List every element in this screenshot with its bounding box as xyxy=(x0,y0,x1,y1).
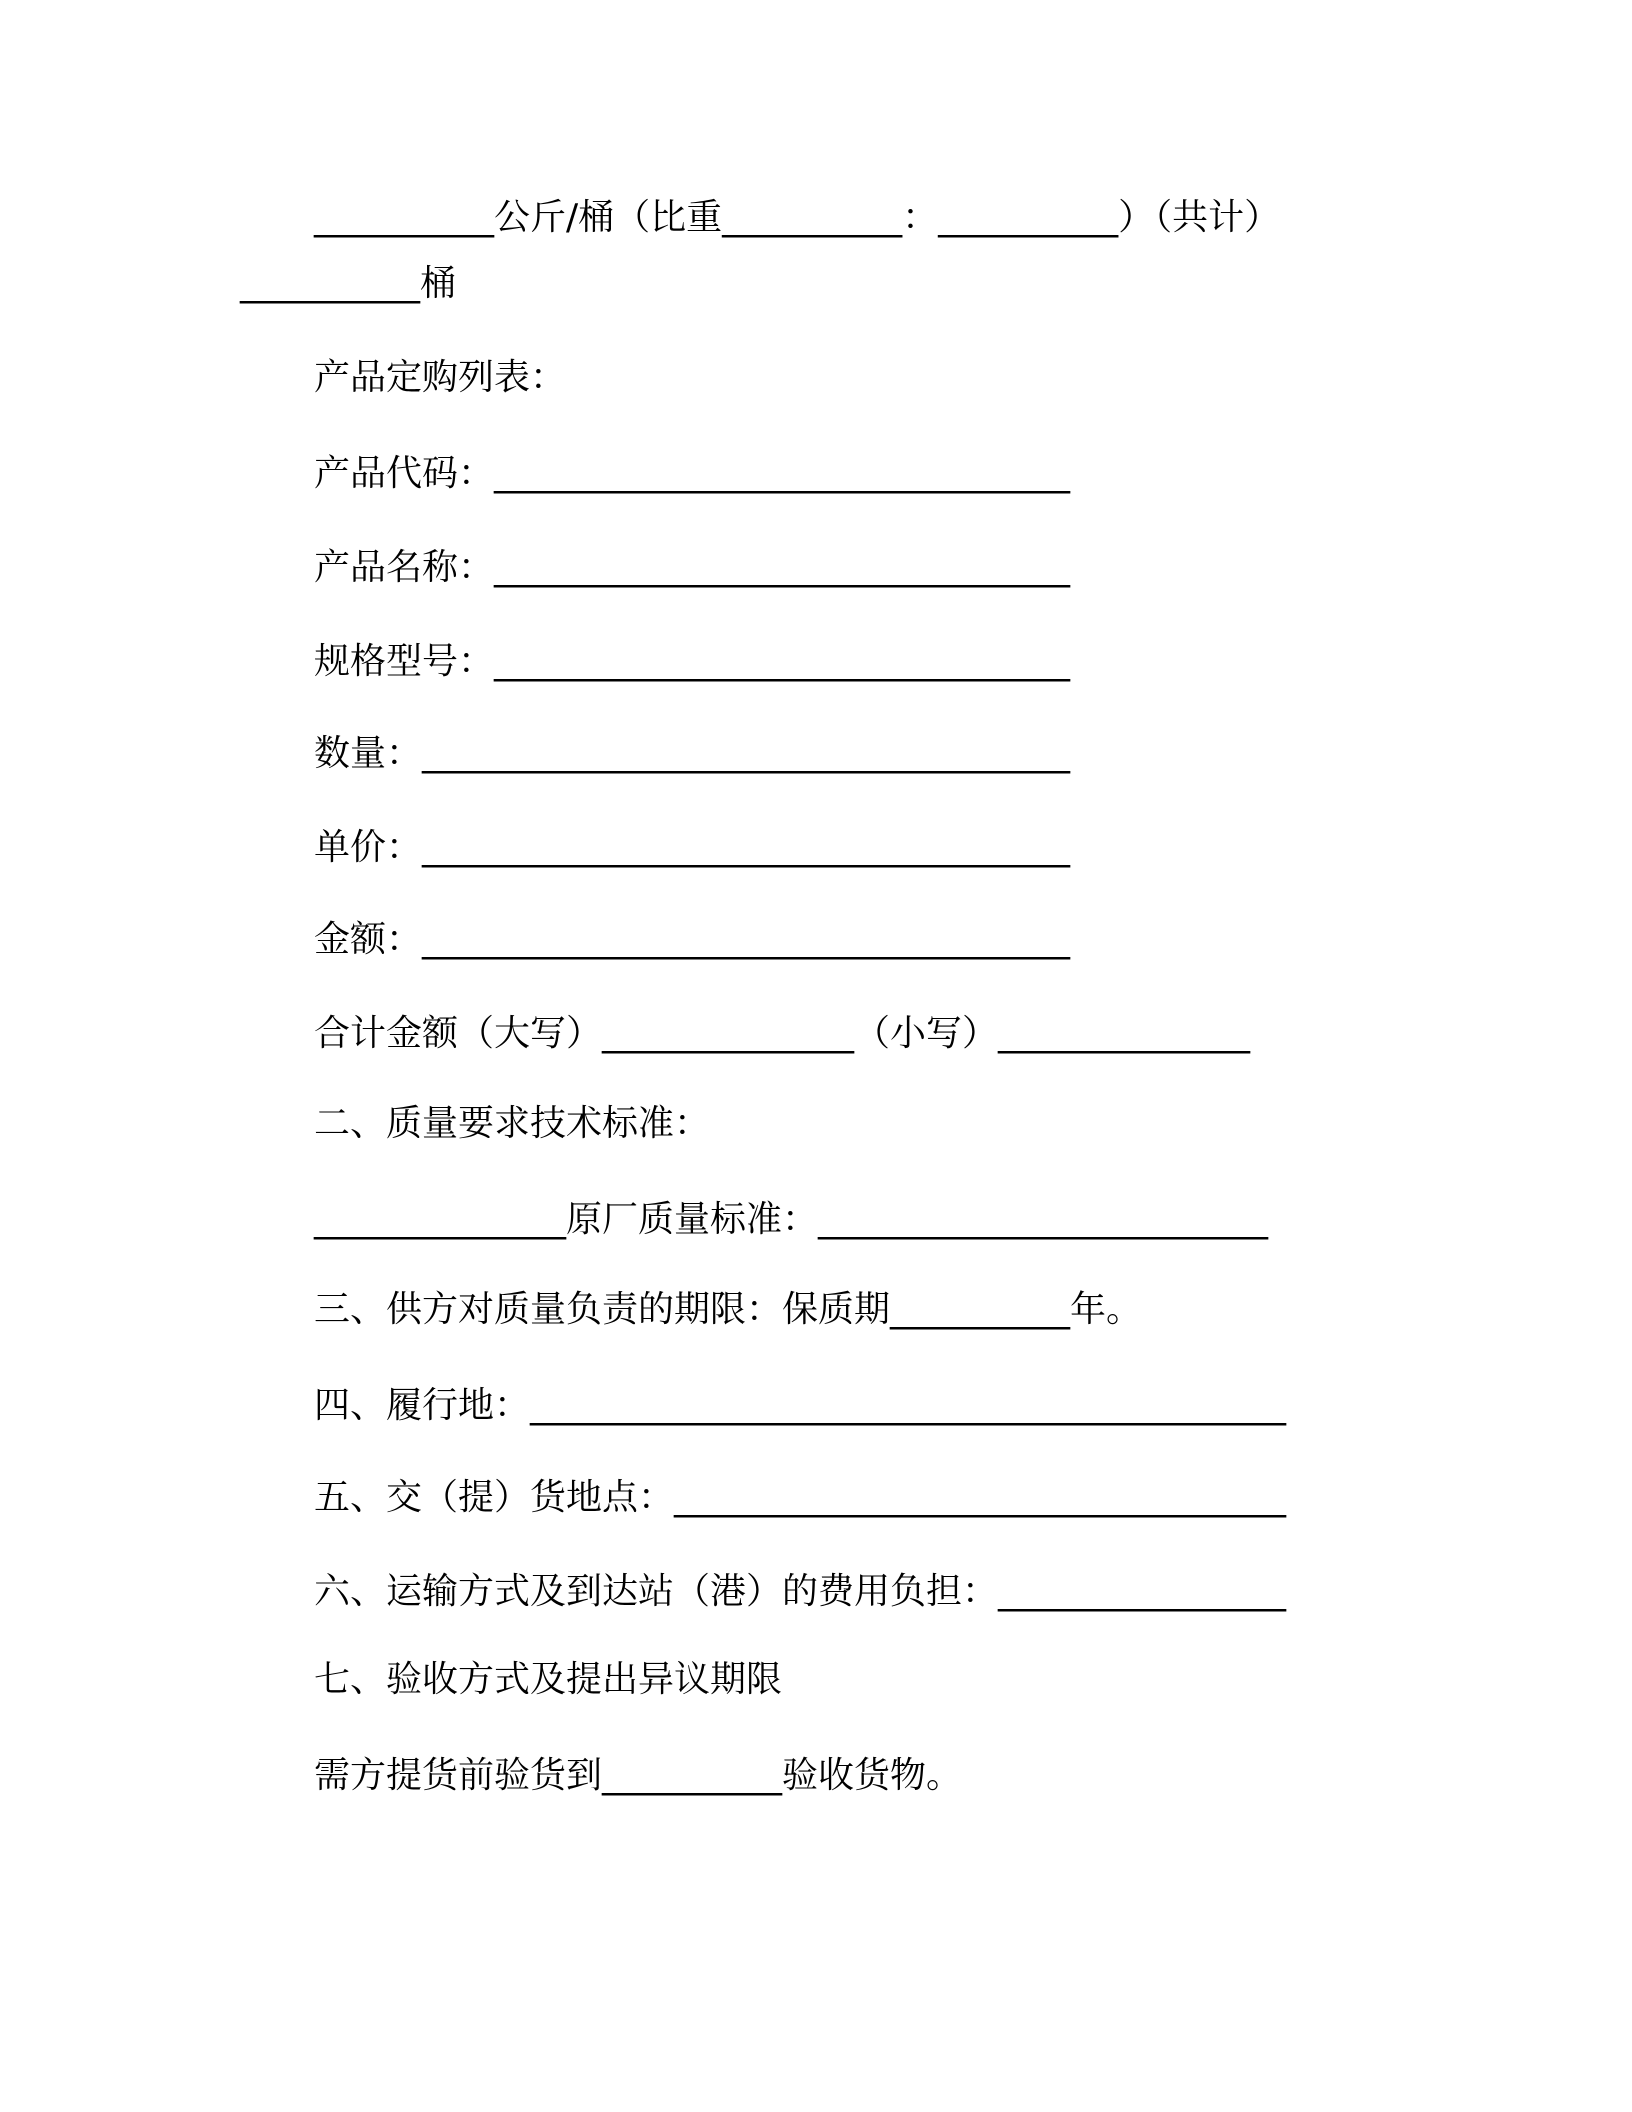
total-amount-line: 合计金额（大写）______________（小写）______________ xyxy=(314,1013,1251,1054)
product-name-line: 产品名称：________________________________ xyxy=(314,547,1071,588)
product-code-line: 产品代码：________________________________ xyxy=(314,453,1071,494)
section-4-performance-place-line: 四、履行地：__________________________________________ xyxy=(314,1385,1287,1426)
section-5-delivery-place-line: 五、交（提）货地点：__________________________________ xyxy=(314,1477,1287,1518)
unit-price-line: 单价：____________________________________ xyxy=(314,827,1071,868)
factory-quality-standard-line: ______________原厂质量标准：_________________________ xyxy=(314,1199,1269,1240)
spec-model-line: 规格型号：________________________________ xyxy=(314,641,1071,682)
weight-ratio-line: __________公斤/桶（比重__________：__________）（共计） xyxy=(314,197,1281,238)
total-barrels-line: __________桶 xyxy=(240,263,457,304)
section-7-inspection-heading: 七、验收方式及提出异议期限 xyxy=(314,1659,783,1700)
section-2-quality-heading: 二、质量要求技术标准： xyxy=(314,1103,711,1144)
quantity-line: 数量：____________________________________ xyxy=(314,733,1071,774)
inspection-before-pickup-line: 需方提货前验货到__________验收货物。 xyxy=(314,1755,963,1796)
section-3-warranty-line: 三、供方对质量负责的期限：保质期__________年。 xyxy=(314,1289,1143,1330)
amount-line: 金额：____________________________________ xyxy=(314,919,1071,960)
section-6-transport-line: 六、运输方式及到达站（港）的费用负担：________________ xyxy=(314,1571,1287,1612)
product-order-list-heading: 产品定购列表： xyxy=(314,357,567,398)
